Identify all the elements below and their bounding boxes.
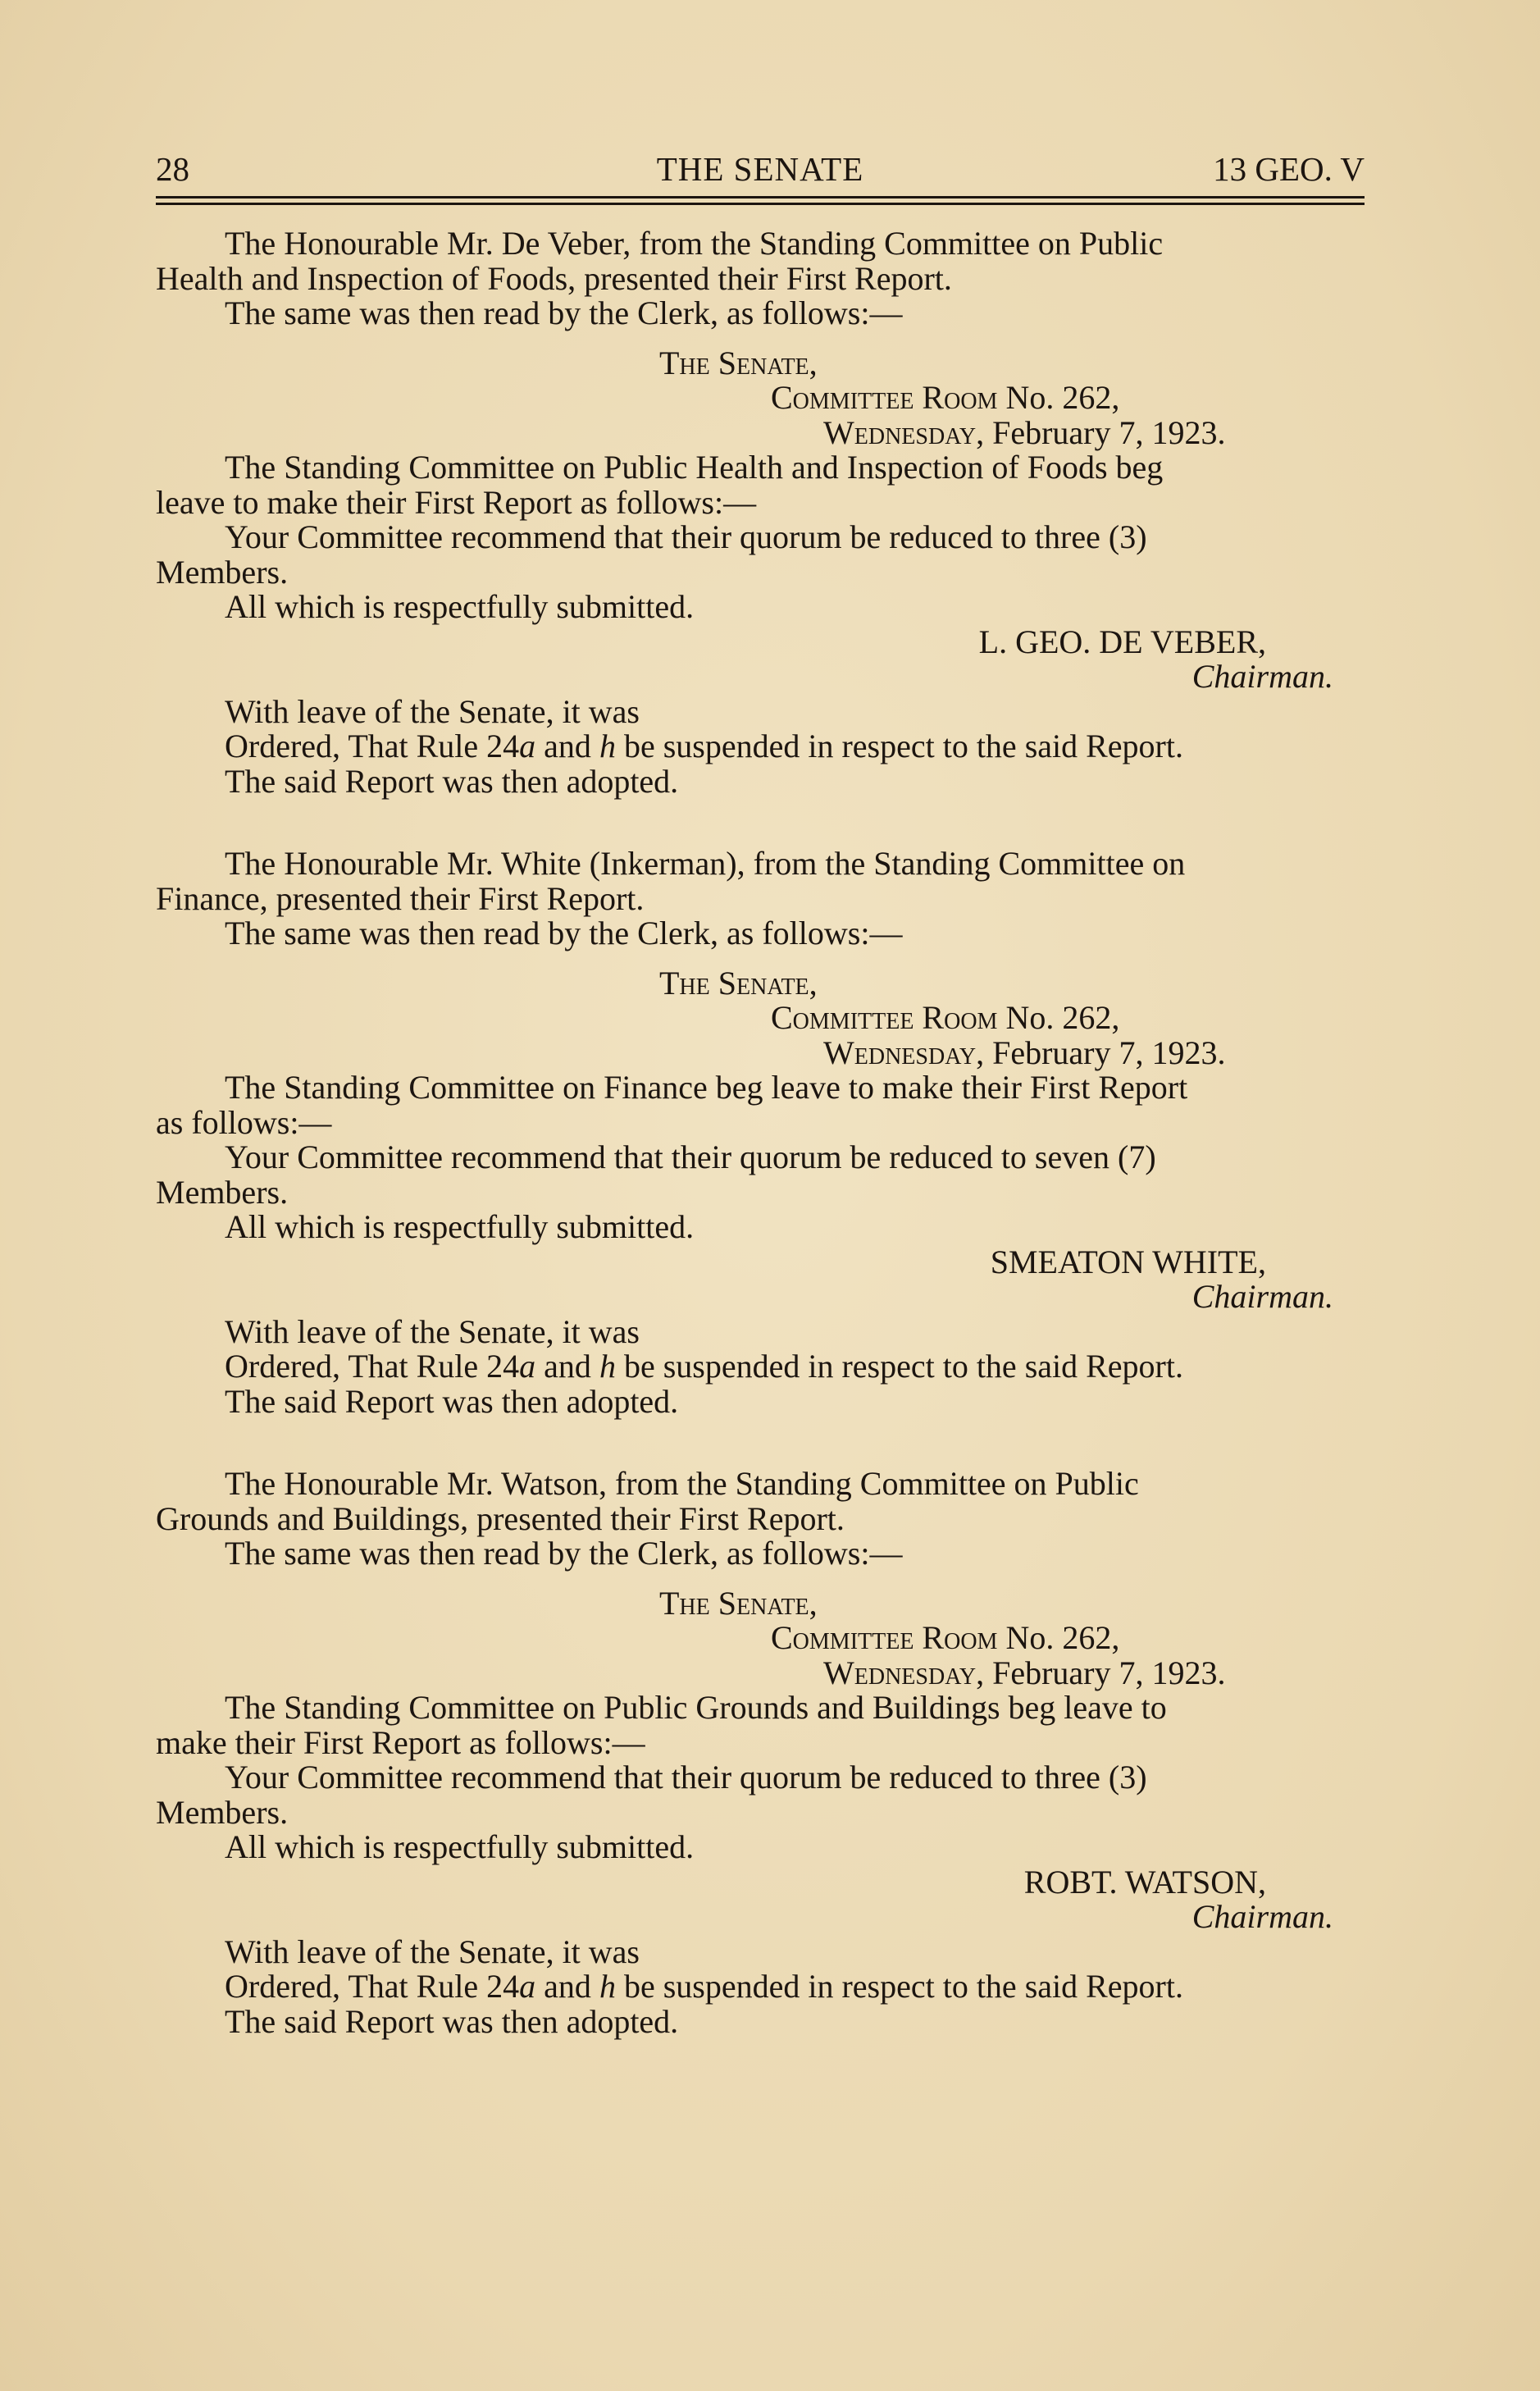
regnal-year: 13 GEO. V [1213,150,1365,188]
address-weekday: Wednesday, [823,1654,985,1691]
address-room-label: Committee Room [771,379,998,416]
address-date-text: February 7, 1923. [984,413,1226,451]
address-room-label: Committee Room [771,1619,998,1656]
address-room-number: No. 262, [997,1619,1120,1656]
ordered-and: and [535,728,599,764]
address-date-text: February 7, 1923. [984,1654,1226,1691]
signatory: ROBT. WATSON, [1023,1863,1266,1900]
address-date-text: February 7, 1923. [984,1034,1226,1071]
recommend-line-1: Your Committee recommend that their quorum be reduced to three (3) [225,1759,1147,1796]
read-line: The same was then read by the Clerk, as follows:— [225,915,903,951]
address-senate: The Senate, [659,344,818,381]
page-title: THE SENATE [656,150,864,188]
report-line-1: The Standing Committee on Finance beg leave to make their First Report [225,1069,1188,1106]
read-line: The same was then read by the Clerk, as follows:— [225,294,903,331]
committee-report-section [156,226,1365,799]
address-room [156,381,1365,416]
chair-title: Chairman. [1191,658,1333,695]
committee-report-section [156,1467,1365,2039]
ordered-post: be suspended in respect to the said Report. [615,1348,1183,1385]
adopted-line: The said Report was then adopted. [225,762,679,800]
report-line-1: The Standing Committee on Public Health and Inspection of Foods beg [225,449,1164,486]
address-room [156,1621,1365,1656]
leave-line: With leave of the Senate, it was [225,1312,640,1350]
address-date [156,413,1365,451]
ordered-rule-a: a [519,728,536,764]
recommend-line-2: Members. [156,1793,289,1831]
address-room-number: No. 262, [997,379,1120,416]
read-line: The same was then read by the Clerk, as follows:— [225,1535,903,1572]
ordered-line [156,1349,1365,1385]
ordered-line [156,729,1365,764]
recommend-line-1: Your Committee recommend that their quorum be reduced to seven (7) [225,1138,1156,1175]
address-room-label: Committee Room [771,999,998,1036]
recommend-line-2: Members. [156,553,289,591]
chair-title: Chairman. [1191,1898,1333,1935]
recommend-line-1: Your Committee recommend that their quorum be reduced to three (3) [225,518,1147,555]
address-date [156,1036,1365,1071]
ordered-post: be suspended in respect to the said Report. [615,1968,1183,2005]
ordered-pre: Ordered, That Rule 24 [225,1968,520,2005]
adopted-line: The said Report was then adopted. [225,1382,679,1420]
address-date [156,1656,1365,1691]
intro-line-1: The Honourable Mr. Watson, from the Standing Committee on Public [225,1465,1139,1502]
ordered-pre: Ordered, That Rule 24 [225,1348,520,1385]
address-weekday: Wednesday, [823,413,985,451]
address-room-number: No. 262, [997,999,1120,1036]
submitted-line: All which is respectfully submitted. [225,1828,695,1865]
signatory: L. GEO. DE VEBER, [978,623,1266,660]
running-header [156,144,1365,196]
ordered-rule-h: h [599,728,616,764]
intro-line-1: The Honourable Mr. De Veber, from the Standing Committee on Public [225,225,1164,262]
ordered-post: be suspended in respect to the said Report. [615,728,1183,764]
recommend-line-2: Members. [156,1173,289,1211]
report-line-2: leave to make their First Report as follows:— [156,483,757,521]
intro-line-1: The Honourable Mr. White (Inkerman), from the Standing Committee on [225,845,1186,882]
submitted-line: All which is respectfully submitted. [225,588,695,625]
ordered-and: and [535,1968,599,2005]
ordered-rule-h: h [599,1968,616,2005]
page-number: 28 [156,150,189,188]
address-weekday: Wednesday, [823,1034,985,1071]
committee-report-section [156,846,1365,1419]
intro-line-2: Health and Inspection of Foods, presented their First Report. [156,259,952,297]
submitted-line: All which is respectfully submitted. [225,1208,695,1245]
intro-line-2: Finance, presented their First Report. [156,879,645,917]
chair-title: Chairman. [1191,1278,1333,1315]
leave-line: With leave of the Senate, it was [225,1932,640,1970]
page-content [156,144,1365,2039]
ordered-and: and [535,1348,599,1385]
ordered-rule-a: a [519,1968,536,2005]
address-room [156,1001,1365,1036]
intro-line-2: Grounds and Buildings, presented their First Report. [156,1499,845,1537]
ordered-line [156,1969,1365,2005]
address-senate: The Senate, [659,1584,818,1622]
report-line-2: as follows:— [156,1103,332,1141]
report-line-2: make their First Report as follows:— [156,1723,645,1761]
ordered-rule-h: h [599,1348,616,1385]
leave-line: With leave of the Senate, it was [225,692,640,730]
ordered-pre: Ordered, That Rule 24 [225,728,520,764]
header-double-rule [156,196,1365,205]
adopted-line: The said Report was then adopted. [225,2002,679,2040]
report-line-1: The Standing Committee on Public Grounds and Buildings beg leave to [225,1689,1167,1726]
address-senate: The Senate, [659,964,818,1002]
ordered-rule-a: a [519,1348,536,1385]
signatory: SMEATON WHITE, [990,1243,1266,1280]
